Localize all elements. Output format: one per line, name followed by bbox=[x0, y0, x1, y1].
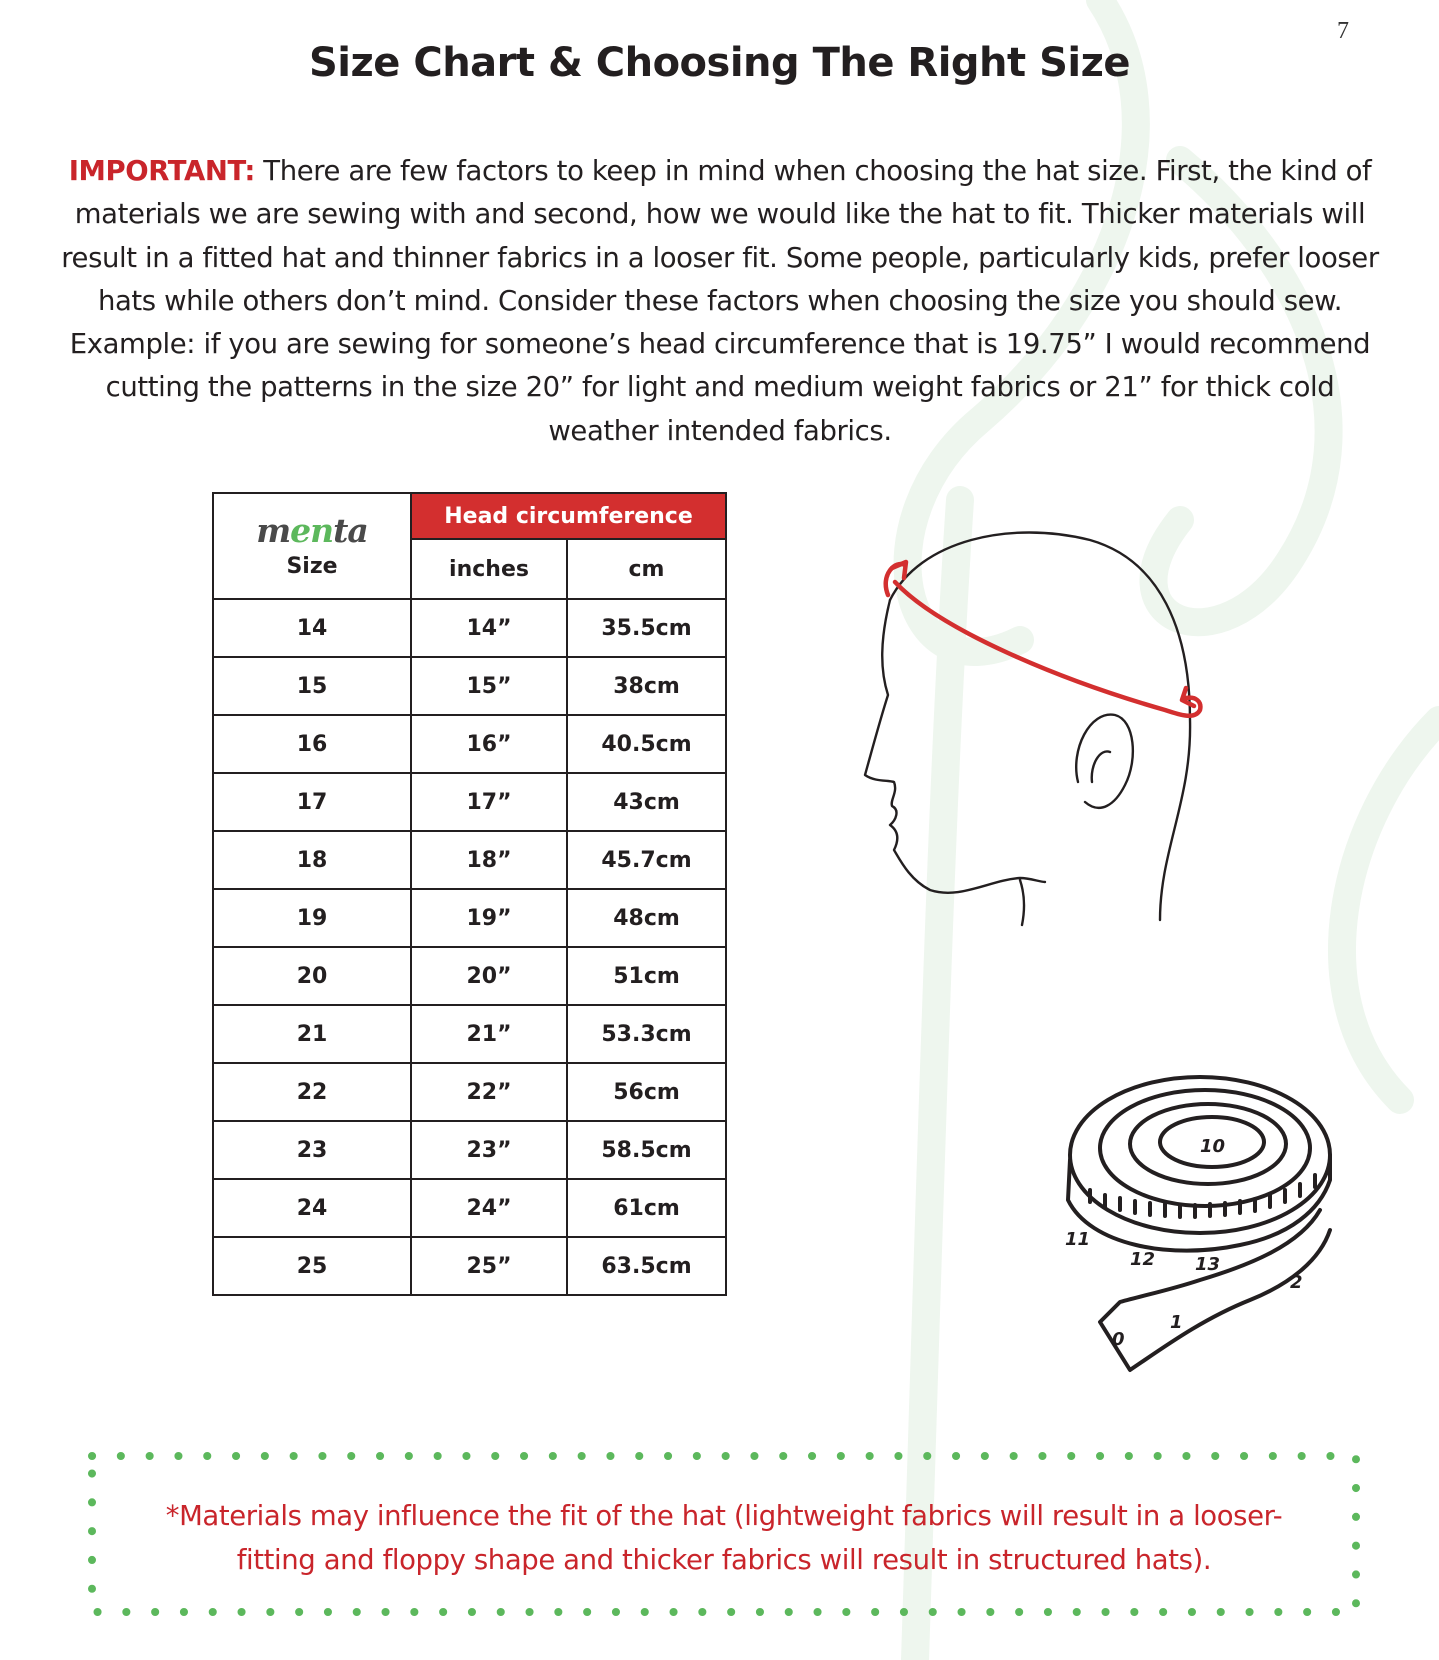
size-cell: 14 bbox=[213, 599, 411, 657]
inches-cell: 21” bbox=[411, 1005, 567, 1063]
tape-label-11: 11 bbox=[1065, 1229, 1091, 1250]
cm-cell: 43cm bbox=[567, 773, 726, 831]
inches-cell: 14” bbox=[411, 599, 567, 657]
inches-cell: 23” bbox=[411, 1121, 567, 1179]
tape-label-0: 0 bbox=[1112, 1329, 1125, 1350]
table-row bbox=[213, 715, 726, 773]
cm-cell: 48cm bbox=[567, 889, 726, 947]
measuring-line bbox=[886, 564, 1201, 716]
table-row bbox=[213, 1005, 726, 1063]
inches-column-header: inches bbox=[411, 539, 567, 599]
cm-cell: 58.5cm bbox=[567, 1121, 726, 1179]
face-profile bbox=[865, 600, 1045, 893]
size-cell: 18 bbox=[213, 831, 411, 889]
size-rows bbox=[213, 599, 726, 1295]
cm-cell: 40.5cm bbox=[567, 715, 726, 773]
tape-label-1: 1 bbox=[1170, 1312, 1183, 1333]
size-cell: 22 bbox=[213, 1063, 411, 1121]
menta-logo: menta bbox=[256, 510, 368, 550]
table-row bbox=[213, 947, 726, 1005]
table-row bbox=[213, 1179, 726, 1237]
table-row bbox=[213, 1237, 726, 1295]
cm-cell: 38cm bbox=[567, 657, 726, 715]
size-cell: 15 bbox=[213, 657, 411, 715]
tape-label-2: 2 bbox=[1290, 1272, 1303, 1293]
size-cell: 23 bbox=[213, 1121, 411, 1179]
ear bbox=[1076, 715, 1133, 808]
size-header-cell bbox=[213, 493, 411, 599]
table-row bbox=[213, 599, 726, 657]
table-row bbox=[213, 657, 726, 715]
inches-cell: 19” bbox=[411, 889, 567, 947]
size-cell: 20 bbox=[213, 947, 411, 1005]
tape-label-12: 12 bbox=[1130, 1249, 1156, 1270]
size-chart-table bbox=[212, 492, 727, 1296]
head-outline bbox=[890, 533, 1190, 921]
inches-cell: 25” bbox=[411, 1237, 567, 1295]
materials-note-box bbox=[88, 1452, 1360, 1616]
inches-cell: 22” bbox=[411, 1063, 567, 1121]
inches-cell: 15” bbox=[411, 657, 567, 715]
inches-cell: 17” bbox=[411, 773, 567, 831]
table-row bbox=[213, 1121, 726, 1179]
tape-ticks bbox=[1090, 1175, 1315, 1217]
inches-cell: 20” bbox=[411, 947, 567, 1005]
tape-measure-illustration bbox=[1050, 1070, 1350, 1390]
cm-cell: 35.5cm bbox=[567, 599, 726, 657]
neck-line bbox=[1020, 880, 1024, 925]
table-row bbox=[213, 889, 726, 947]
size-cell: 25 bbox=[213, 1237, 411, 1295]
cm-cell: 53.3cm bbox=[567, 1005, 726, 1063]
inches-cell: 18” bbox=[411, 831, 567, 889]
table-row bbox=[213, 773, 726, 831]
head-circumference-banner: Head circumference bbox=[411, 493, 726, 539]
cm-cell: 51cm bbox=[567, 947, 726, 1005]
cm-column-header: cm bbox=[567, 539, 726, 599]
tape-label-10: 10 bbox=[1200, 1136, 1226, 1157]
cm-cell: 63.5cm bbox=[567, 1237, 726, 1295]
table-row bbox=[213, 831, 726, 889]
cm-cell: 45.7cm bbox=[567, 831, 726, 889]
head-measurement-illustration bbox=[860, 520, 1240, 940]
page-number: 7 bbox=[1337, 18, 1349, 44]
page-title: Size Chart & Choosing The Right Size bbox=[308, 40, 1131, 86]
size-cell: 21 bbox=[213, 1005, 411, 1063]
materials-note: *Materials may influence the fit of the hat (lightweight fabrics will result in a looser-fitting and floppy shape and thicker fabrics will result in structured hats). bbox=[165, 1500, 1283, 1576]
size-cell: 19 bbox=[213, 889, 411, 947]
size-cell: 17 bbox=[213, 773, 411, 831]
inches-cell: 16” bbox=[411, 715, 567, 773]
cm-cell: 61cm bbox=[567, 1179, 726, 1237]
intro-text: There are few factors to keep in mind when choosing the hat size. First, the kind of materials we are sewing with and second, how we would like the hat to fit. Thicker materials will result in a fitted hat and thinner fabrics in a looser fit. Some people, particularly kids, prefer looser hats while others don’t mind. Consider these factors when choosing the size you should sew. Example: if you are sewing for someone’s head circumference that is 19.75” I would recommend cutting the patterns in the size 20” for light and medium weight fabrics or 21” for thick cold weather intended fabrics. bbox=[61, 155, 1379, 447]
intro-paragraph bbox=[52, 150, 1388, 453]
important-label: IMPORTANT: bbox=[68, 155, 255, 187]
tape-label-13: 13 bbox=[1195, 1254, 1221, 1275]
size-cell: 16 bbox=[213, 715, 411, 773]
size-cell: 24 bbox=[213, 1179, 411, 1237]
table-row bbox=[213, 1063, 726, 1121]
cm-cell: 56cm bbox=[567, 1063, 726, 1121]
size-column-header: Size bbox=[286, 553, 338, 579]
inches-cell: 24” bbox=[411, 1179, 567, 1237]
